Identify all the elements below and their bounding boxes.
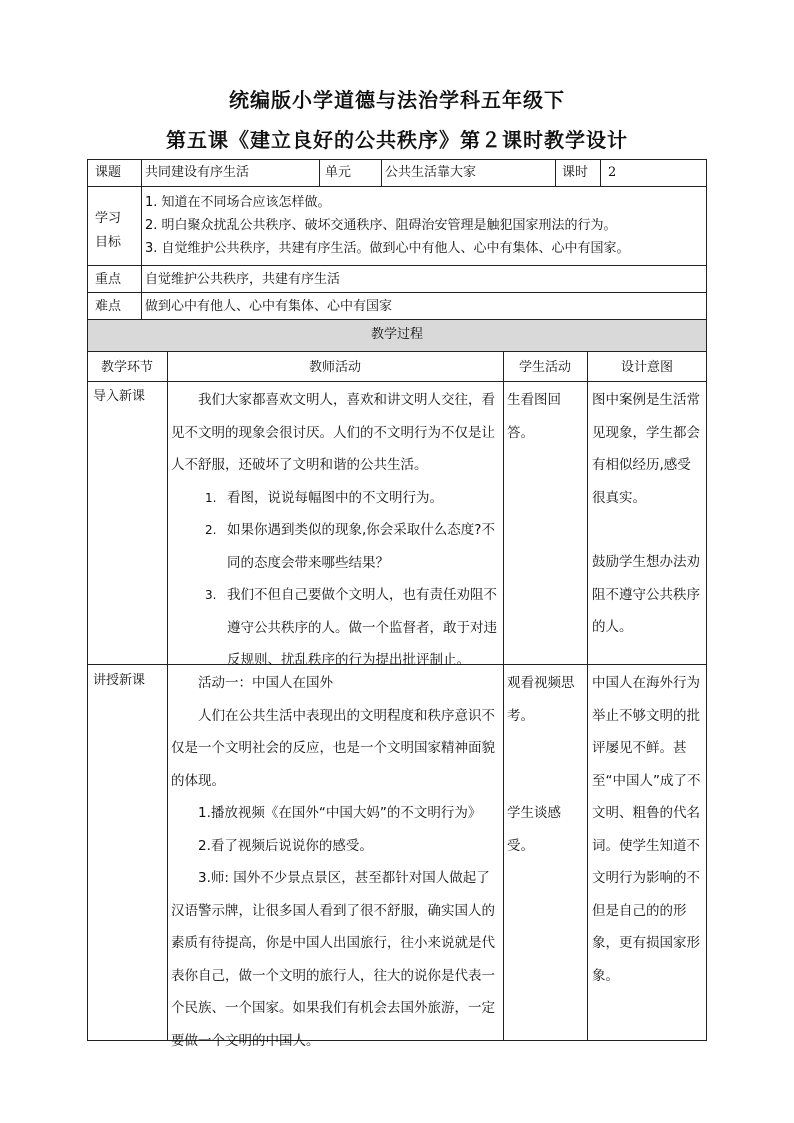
objective-item: 1. 知道在不同场合应该怎样做。 (145, 195, 331, 210)
design-intent-new-lesson: 中国人在海外行为举止不够文明的批评屡见不鲜。甚至“中国人”成了不文明、粗鲁的代名词。使学生知道不文明行为影响的不但是自己的的形象，更有损国家形象。 (592, 675, 701, 984)
column-header-stage: 教学环节 (100, 360, 153, 375)
activity-title: 活动一：中国人在国外 (198, 675, 333, 691)
stage-intro: 导入新课 (93, 389, 146, 404)
column-header-intent: 设计意图 (620, 360, 673, 375)
objective-item: 2. 明白聚众扰乱公共秩序、破坏交通秩序、阻碍治安管理是触犯国家刑法的行为。 (145, 218, 617, 233)
process-header: 教学过程 (370, 327, 423, 342)
key-point-value: 自觉维护公共秩序，共建有序生活 (145, 272, 341, 287)
lesson-paragraph: 人们在公共生活中表现出的文明程度和秩序意识不仅是一个文明社会的反应，也是一个文明国家精神面貌的体现。 (171, 707, 495, 789)
difficulty-value: 做到心中有他人、心中有集体、心中有国家 (145, 299, 393, 314)
lesson-step: 2.看了视频后说说你的感受。 (198, 837, 373, 854)
step-item: 3. 我们不但自己要做个文明人，也有责任劝阻不遵守公共秩序的人。做一个监督者，敢于对违反规则、扰乱秩序的行为提出批评制止。 (205, 587, 497, 668)
column-header-teacher: 教师活动 (308, 360, 361, 375)
stage-new-lesson: 讲授新课 (93, 673, 146, 688)
intro-paragraph: 我们大家都喜欢文明人，喜欢和讲文明人交往，看见不文明的现象会很讨厌。人们的不文明行为不仅是让人不舒服，还破坏了文明和谐的公共生活。 (171, 392, 495, 473)
design-intent-intro: 图中案例是生活常见现象，学生都会有相似经历,感受很真实。 鼓励学生想办法劝阻不遵守公共秩序的人。 (592, 392, 700, 635)
lesson-step: 3.师: 国外不少景点景区，甚至都针对国人做起了汉语警示牌，让很多国人看到了很不舒服，确实国人的素质有待提高，你是中国人出国旅行，往小来说就是代表你自己，做一个文明的旅行人，往大的说你是代表一个民族、一个国家。如果我们有机会去国外旅游，一定要做一个文明的中国人。 (171, 870, 495, 1049)
step-item: 1. 看图，说说每幅图中的不文明行为。 (205, 489, 443, 506)
lesson-step: 1.播放视频《在国外“中国大妈”的不文明行为》 (198, 805, 482, 821)
objectives-label: 学习 目标 (95, 211, 122, 250)
student-activity-intro: 生看图回答。 (507, 392, 561, 441)
column-header-student: 学生活动 (518, 360, 571, 375)
topic-value: 共同建设有序生活 (145, 165, 250, 180)
step-item: 2. 如果你遇到类似的现象,你会采取什么态度?不同的态度会带来哪些结果？ (205, 522, 495, 571)
document-title: 统编版小学道德与法治学科五年级下 (229, 88, 565, 112)
objectives-list (145, 191, 630, 260)
difficulty-label: 难点 (95, 299, 122, 314)
student-activity-new-lesson: 观看视频思考。 学生谈感受。 (507, 675, 575, 854)
unit-value: 公共生活靠大家 (385, 165, 477, 180)
document-subtitle: 第五课《建立良好的公共秩序》第２课时教学设计 (166, 128, 628, 152)
teacher-activity-intro (171, 384, 501, 677)
topic-label: 课题 (95, 165, 122, 180)
teacher-activity-new-lesson (171, 667, 501, 1057)
key-point-label: 重点 (95, 272, 122, 287)
objective-item: 3. 自觉维护公共秩序，共建有序生活。做到心中有他人、心中有集体、心中有国家。 (145, 241, 630, 256)
period-label: 课时 (562, 165, 589, 180)
lesson-plan-table (87, 159, 707, 1049)
period-value: 2 (608, 165, 617, 180)
unit-label: 单元 (325, 165, 352, 180)
